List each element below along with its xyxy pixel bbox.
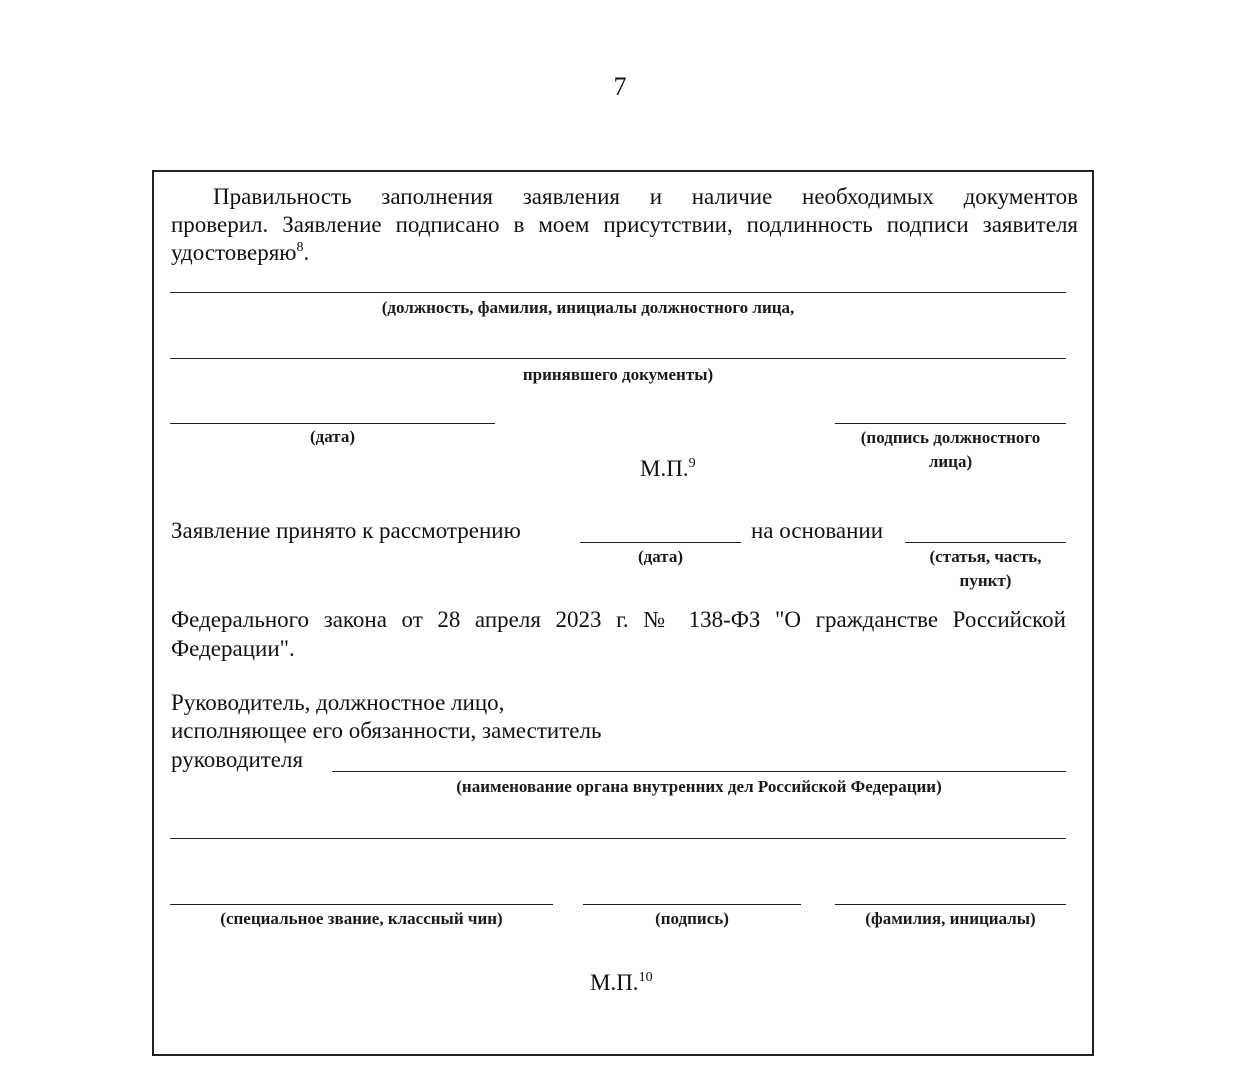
stamp-label-1: М.П.: [640, 456, 689, 481]
acceptance-article-caption-2: пункт): [959, 571, 1012, 590]
head-name-caption: (фамилия, инициалы): [865, 909, 1036, 928]
official-signature-line: [835, 423, 1066, 424]
head-line-1: Руководитель, должностное лицо,: [171, 690, 505, 715]
official-caption-1: (должность, фамилия, инициалы должностного лица,: [381, 298, 795, 317]
stamp-place-2: [590, 968, 653, 997]
verification-line-2: проверил. Заявление подписано в моем присутствии, подлинность подписи заявителя: [171, 212, 1078, 237]
page-number: 7: [613, 72, 627, 101]
acceptance-text: Заявление принято к рассмотрению: [171, 518, 521, 543]
official-date-line: [170, 423, 495, 424]
head-name-line: [835, 904, 1066, 905]
organ-caption: (наименование органа внутренних дел Российской Федерации): [456, 777, 942, 796]
organ-line: [332, 771, 1066, 772]
footnote-ref-8: 8: [296, 240, 304, 255]
law-line-1: Федерального закона от 28 апреля 2023 г. № 138-ФЗ "О гражданстве Российской: [171, 607, 1066, 632]
verification-line-1: Правильность заполнения заявления и наличие необходимых документов: [213, 184, 1078, 209]
head-line-2: исполняющее его обязанности, заместитель: [171, 718, 602, 743]
rank-caption: (специальное звание, классный чин): [220, 909, 503, 928]
footnote-ref-9: 9: [688, 456, 696, 471]
acceptance-article-line: [905, 542, 1066, 543]
verification-line-3: [171, 238, 309, 267]
acceptance-date-caption: (дата): [637, 547, 684, 566]
official-signature-caption-1: (подпись должностного: [860, 428, 1041, 447]
official-date-caption: (дата): [309, 427, 356, 446]
official-position-line: [170, 292, 1066, 293]
footnote-ref-10: 10: [638, 970, 653, 985]
stamp-place-1: [640, 454, 696, 483]
acceptance-article-caption-1: (статья, часть,: [929, 547, 1042, 566]
head-line-3: руководителя: [171, 747, 304, 772]
head-signature-caption: (подпись): [655, 909, 729, 928]
rank-line: [170, 904, 553, 905]
stamp-label-2: М.П.: [590, 970, 639, 995]
verification-line-3-text: удостоверяю: [171, 240, 297, 265]
acceptance-basis: на основании: [751, 518, 884, 543]
head-signature-line: [583, 904, 801, 905]
official-position-line-2: [170, 358, 1066, 359]
organ-line-2: [170, 838, 1066, 839]
official-caption-2: принявшего документы): [522, 365, 714, 384]
acceptance-date-line: [580, 542, 741, 543]
official-signature-caption-2: лица): [928, 452, 973, 471]
law-line-2: Федерации".: [171, 636, 295, 661]
verification-line-3-end: .: [303, 240, 310, 265]
